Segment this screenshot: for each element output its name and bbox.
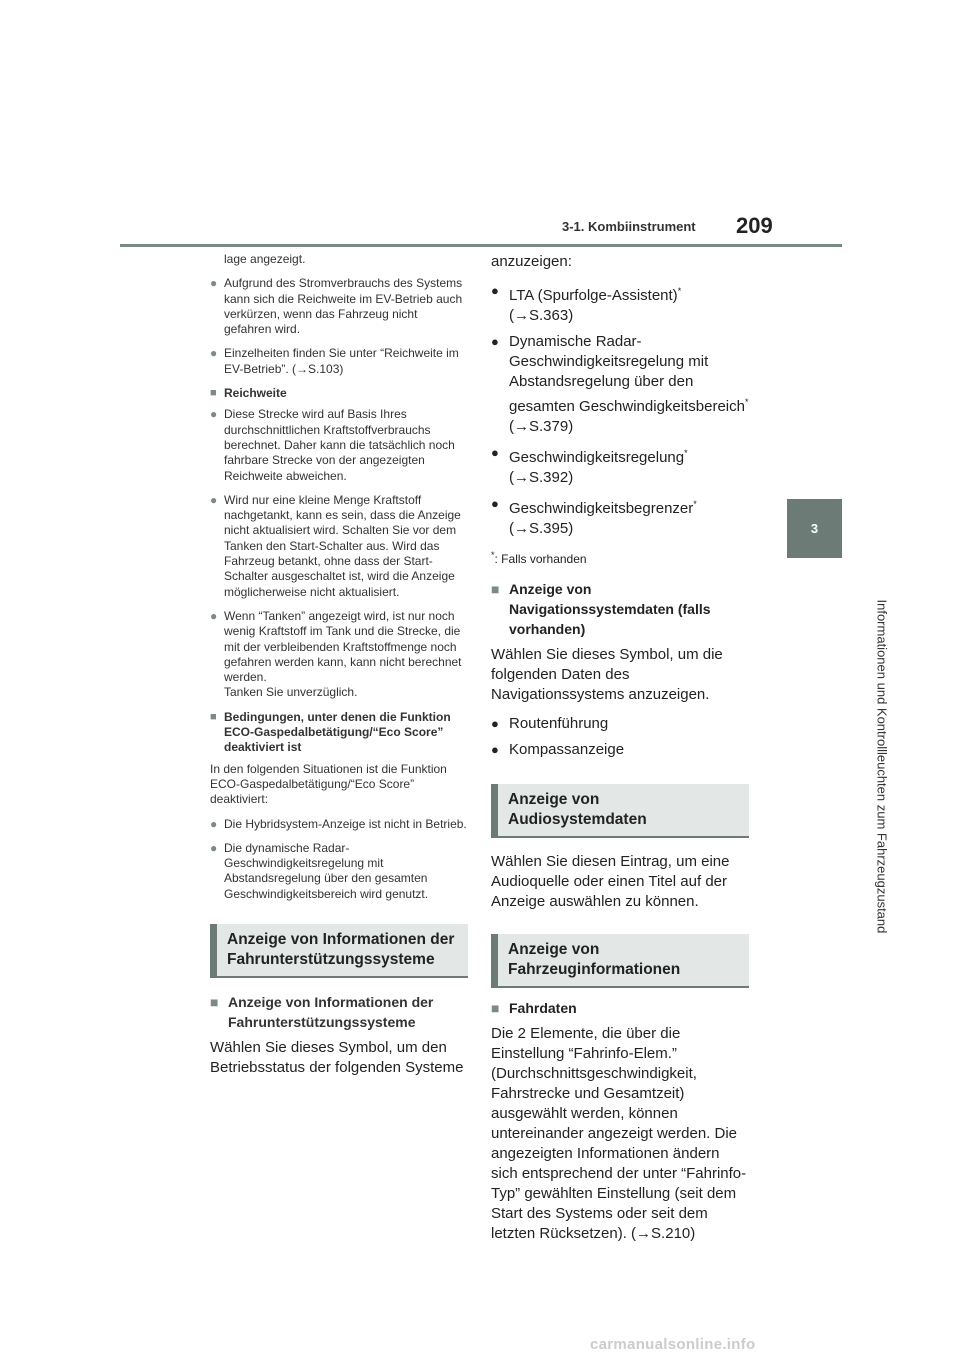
- section-heading-box: Anzeige von Audiosystemdaten: [491, 784, 749, 838]
- left-column: [210, 252, 468, 1087]
- list-item: ● LTA (Spurfolge-Assistent)* (→S.363): [491, 283, 682, 324]
- list-item: ● Die dynamische Radar-Geschwindigkeitsregelung mit Abstandsregelung über den gesamten Geschwindigkeitsbereich wird genutzt.: [210, 840, 429, 901]
- square-icon: ■: [491, 1000, 500, 1016]
- bullet-icon: ●: [210, 816, 218, 831]
- square-icon: ■: [210, 710, 217, 723]
- list-item: ● Wenn “Tanken” angezeigt wird, ist nur noch wenig Kraftstoff im Tank und die Strecke, die mit der verbleibenden Kraftstoffmenge noch gefahren werden kann, kann nicht berechnet werden. Tanken Sie unverzüglich.: [210, 608, 462, 700]
- list-item: ● Diese Strecke wird auf Basis Ihres durchschnittlichen Kraftstoffverbrauchs berechnet. Daher kann die tatsächlich noch fahrbare Strecke von der angezeigten Reichweite abweichen.: [210, 407, 455, 483]
- paragraph: Wählen Sie dieses Symbol, um den Betriebsstatus der folgenden Systeme: [210, 1038, 464, 1076]
- section-heading-box: Anzeige von Fahrzeuginformationen: [491, 934, 749, 988]
- bullet-icon: ●: [210, 840, 218, 855]
- intro-text: lage angezeigt.: [224, 252, 306, 266]
- list-item: ● Wird nur eine kleine Menge Kraftstoff nachgetankt, kann es sein, dass die Anzeige nicht aktualisiert wird. Schalten Sie vor dem Tanken den Start-Schalter aus. Wird das Fahrzeug betankt, ohne dass der Start-Schalter ausgeschaltet ist, wird die Anzeige möglicherweise nicht aktualisiert.: [210, 492, 461, 599]
- section-heading-box: Anzeige von Informationen der Fahrunterstützungssysteme: [210, 924, 468, 978]
- paragraph: Wählen Sie dieses Symbol, um die folgenden Daten des Navigationssystems anzuzeigen.: [491, 646, 723, 703]
- bullet-icon: ●: [210, 492, 218, 507]
- bullet-icon: ●: [210, 346, 218, 361]
- square-icon: ■: [491, 581, 500, 597]
- paragraph: anzuzeigen:: [491, 253, 572, 270]
- chapter-tab: 3: [787, 499, 842, 558]
- subheading: ■ Anzeige von Navigationssystemdaten (falls vorhanden): [491, 581, 711, 637]
- bullet-icon: ●: [210, 276, 218, 291]
- bullet-icon: ●: [210, 407, 218, 422]
- bullet-icon: ●: [491, 716, 499, 731]
- bullet-icon: ●: [491, 445, 499, 460]
- subheading: ■ Anzeige von Informationen der Fahrunterstützungssysteme: [210, 993, 434, 1030]
- subheading: ■ Bedingungen, unter denen die Funktion ECO-Gaspedalbetätigung/“Eco Score” deaktiviert ist: [210, 709, 451, 755]
- page-number: 209: [736, 213, 773, 238]
- subheading: ■ Reichweite: [210, 386, 287, 401]
- bullet-icon: ●: [491, 283, 499, 298]
- paragraph: In den folgenden Situationen ist die Funktion ECO-Gaspedalbetätigung/“Eco Score” deaktiviert:: [210, 761, 447, 807]
- right-column: [491, 252, 749, 1253]
- list-item: ● Die Hybridsystem-Anzeige ist nicht in Betrieb.: [210, 816, 467, 831]
- list-item: ● Kompassanzeige: [491, 741, 625, 758]
- subheading: ■ Fahrdaten: [491, 1000, 577, 1016]
- list-item: ● Aufgrund des Stromverbrauchs des Systems kann sich die Reichweite im EV-Betrieb auch verkürzen, wenn das Fahrzeug nicht gefahren wird.: [210, 276, 463, 337]
- chapter-side-title: Informationen und Kontrollleuchten zum Fahrzeugzustand: [874, 599, 890, 934]
- watermark: carmanualsonline.info: [590, 1336, 756, 1353]
- paragraph: Die 2 Elemente, die über die Einstellung “Fahrinfo-Elem.” (Durchschnittsgeschwindigkeit, Fahrstrecke und Gesamtzeit) ausgewählt werden, können untereinander angezeigt werden. Die angezeigten Informationen ändern sich entsprechend der unter “Fahrinfo-Typ” gewählten Einstellung (seit dem Start des Systems oder seit dem letzten Rücksetzen). (→S.210): [491, 1025, 747, 1242]
- bullet-icon: ●: [491, 742, 499, 757]
- bullet-icon: ●: [491, 496, 499, 511]
- square-icon: ■: [210, 387, 217, 400]
- list-item: ● Geschwindigkeitsbegrenzer* (→S.395): [491, 496, 697, 537]
- list-item: ● Routenführung: [491, 715, 609, 732]
- bullet-icon: ●: [491, 334, 499, 349]
- footnote: *: Falls vorhanden: [491, 550, 587, 566]
- list-item: ● Geschwindigkeitsregelung* (→S.392): [491, 445, 688, 486]
- list-item: ● Dynamische Radar-Geschwindigkeitsregelung mit Abstandsregelung über den gesamten Geschwindigkeitsbereich* (→S.379): [491, 333, 749, 435]
- paragraph: Wählen Sie diesen Eintrag, um eine Audioquelle oder einen Titel auf der Anzeige auswählen zu können.: [491, 853, 730, 910]
- square-icon: ■: [210, 993, 219, 1010]
- list-item: ● Einzelheiten finden Sie unter “Reichweite im EV-Betrieb”. (→S.103): [210, 346, 459, 376]
- header-section-title: 3-1. Kombiinstrument: [562, 219, 696, 234]
- bullet-icon: ●: [210, 608, 218, 623]
- header-divider: [120, 244, 842, 247]
